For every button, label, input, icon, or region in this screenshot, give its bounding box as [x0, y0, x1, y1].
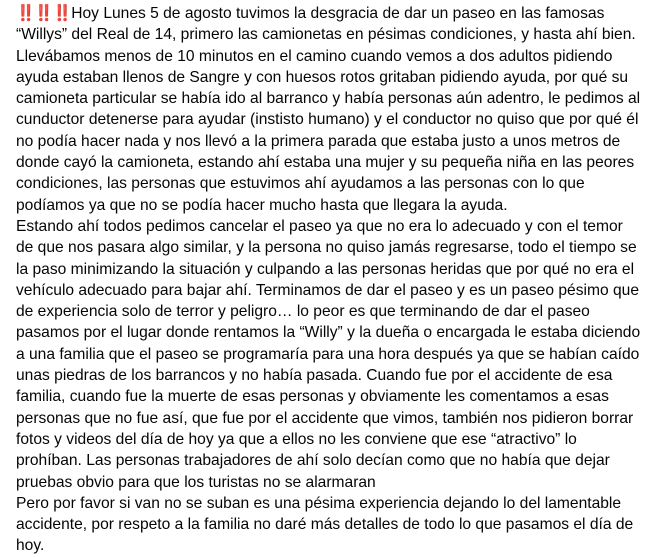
double-exclamation-emoji-icon: ‼️‼️‼️ [16, 5, 72, 22]
post-paragraph-1 [16, 3, 644, 216]
post-paragraph-3: Pero por favor si van no se suban es una pésima experiencia dejando lo del lamentable accidente, por respeto a la familia no daré más detalles de todo lo que pasamos el día de hoy. [16, 494, 634, 555]
post-text-1: Hoy Lunes 5 de agosto tuvimos la desgracia de dar un paseo en las famosas “Willys” del Real de 14, primero las camionetas en pésimas condiciones, y hasta ahí bien. Llevábamos menos de 10 minutos en el camino cuando vemos a dos adultos pidiendo ayuda estaban llenos de Sangre y con huesos rotos gritaban pidiendo ayuda, por qué su camioneta particular se había ido al barranco y había personas aún adentro, le pedimos al cunductor detenerse para ayudar (instisto humano) y el conductor no quiso que por qué él no podía hacer nada y nos llevó a la primera parada que estaba justo a unos metros de donde cayó la camioneta, estando ahí estaba una mujer y su pequeña niña en las peores condiciones, las personas que estuvimos ahí ayudamos a las personas con lo que podíamos ya que no se podía hacer mucho hasta que llegara la ayuda. [16, 5, 641, 214]
post-paragraph-2: Estando ahí todos pedimos cancelar el paseo ya que no era lo adecuado y con el temor de que nos pasara algo similar, y la persona no quiso jamás regresarse, todo el tiempo se la paso minimizando la situación y culpando a las personas heridas que por qué no era el vehículo adecuado para bajar ahí. Terminamos de dar el paseo y es un paseo pésimo que de experiencia solo de terror y peligro… lo peor es que terminando de dar el paseo pasamos por el lugar donde rentamos la “Willy” y la dueña o encargada le estaba diciendo a una familia que el paseo se programaría para una hora después ya que se habían caído unas piedras de los barrancos y no había pasada. Cuando fue por el accidente de esa familia, cuando fue la muerte de esas personas y obviamente les comentamos a esas personas que no fue así, que fue por el accidente que vimos, también nos pidieron borrar fotos y videos del día de hoy ya que a ellos no les conviene que ese “atractivo” lo prohíban. Las personas trabajadores de ahí solo decían como que no había que dejar pruebas obvio para que los turistas no se alarmaran [16, 217, 641, 491]
